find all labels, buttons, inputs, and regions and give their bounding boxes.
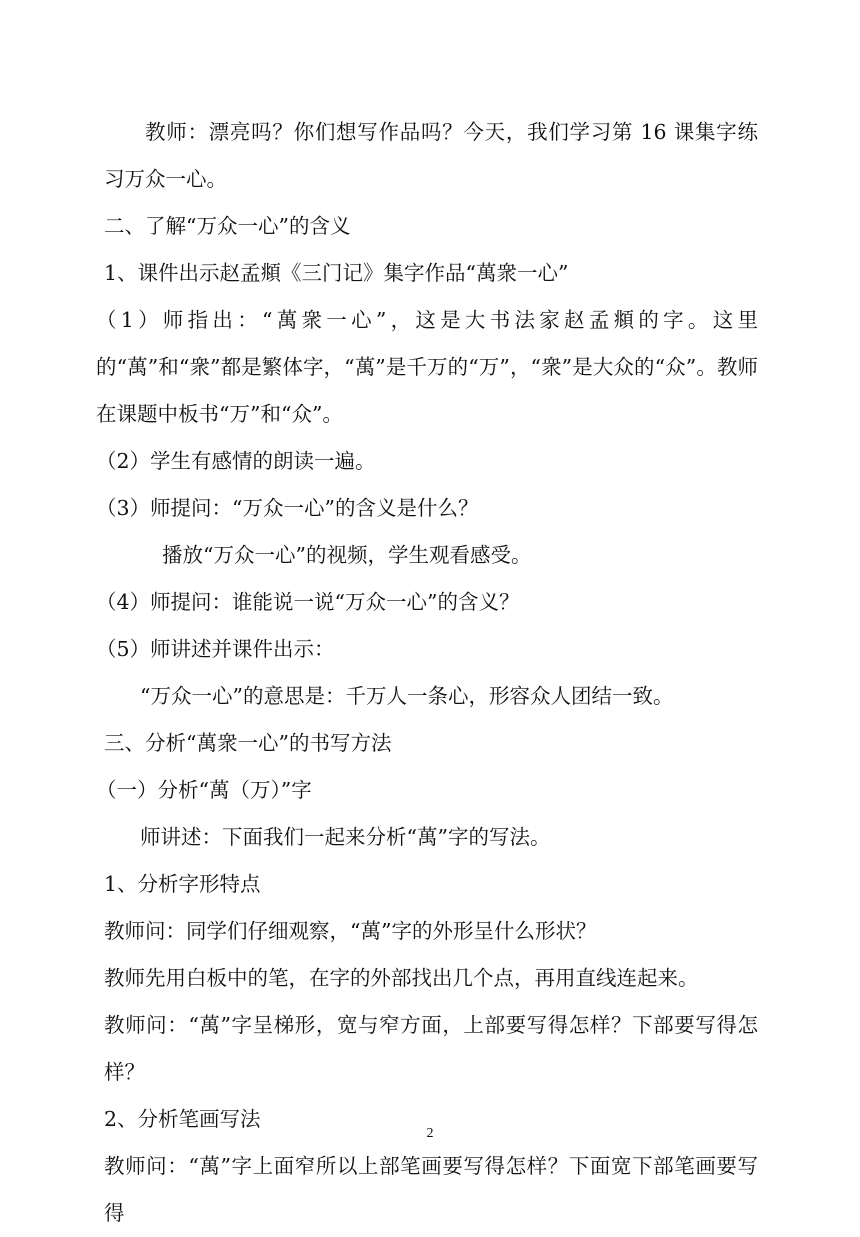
paragraph: 1、课件出示赵孟頫《三门记》集字作品“萬衆一心” bbox=[104, 261, 569, 285]
paragraph: 教师：漂亮吗？你们想写作品吗？今天，我们学习第 16 课集字练习万众一心。 bbox=[104, 120, 758, 191]
body-text bbox=[96, 109, 758, 1237]
paragraph: （1）师指出：“萬衆一心”，这是大书法家赵孟頫的字。这里的“萬”和“衆”都是繁体字，“萬”是千万的“万”，“衆”是大众的“众”。教师在课题中板书“万”和“众”。 bbox=[96, 308, 758, 426]
paragraph: “万众一心”的意思是：千万人一条心，形容众人团结一致。 bbox=[140, 684, 674, 708]
paragraph: （5）师讲述并课件出示： bbox=[96, 637, 335, 661]
section-heading: 三、分析“萬衆一心”的书写方法 bbox=[104, 731, 392, 755]
paragraph: 教师问：“萬”字上面窄所以上部笔画要写得怎样？下面宽下部笔画要写得 bbox=[104, 1154, 758, 1225]
paragraph: 教师问：“萬”字呈梯形，宽与窄方面，上部要写得怎样？下部要写得怎样？ bbox=[104, 1013, 758, 1084]
page-number: 2 bbox=[426, 1126, 434, 1141]
paragraph: （一）分析“萬（万）”字 bbox=[96, 778, 312, 802]
paragraph: 教师先用白板中的笔，在字的外部找出几个点，再用直线连起来。 bbox=[104, 966, 699, 990]
paragraph: 教师问：同学们仔细观察，“萬”字的外形呈什么形状？ bbox=[104, 919, 597, 943]
paragraph: （4）师提问：谁能说一说“万众一心”的含义？ bbox=[96, 590, 520, 614]
paragraph: （3）师提问：“万众一心”的含义是什么？ bbox=[96, 496, 479, 520]
paragraph: 播放“万众一心”的视频，学生观看感受。 bbox=[162, 543, 532, 567]
section-heading: 二、了解“万众一心”的含义 bbox=[104, 214, 351, 238]
paragraph: 2、分析笔画写法 bbox=[104, 1107, 261, 1131]
paragraph: 1、分析字形特点 bbox=[104, 872, 261, 896]
paragraph: 师讲述：下面我们一起来分析“萬”字的写法。 bbox=[140, 825, 551, 849]
paragraph: （2）学生有感情的朗读一遍。 bbox=[96, 449, 376, 473]
